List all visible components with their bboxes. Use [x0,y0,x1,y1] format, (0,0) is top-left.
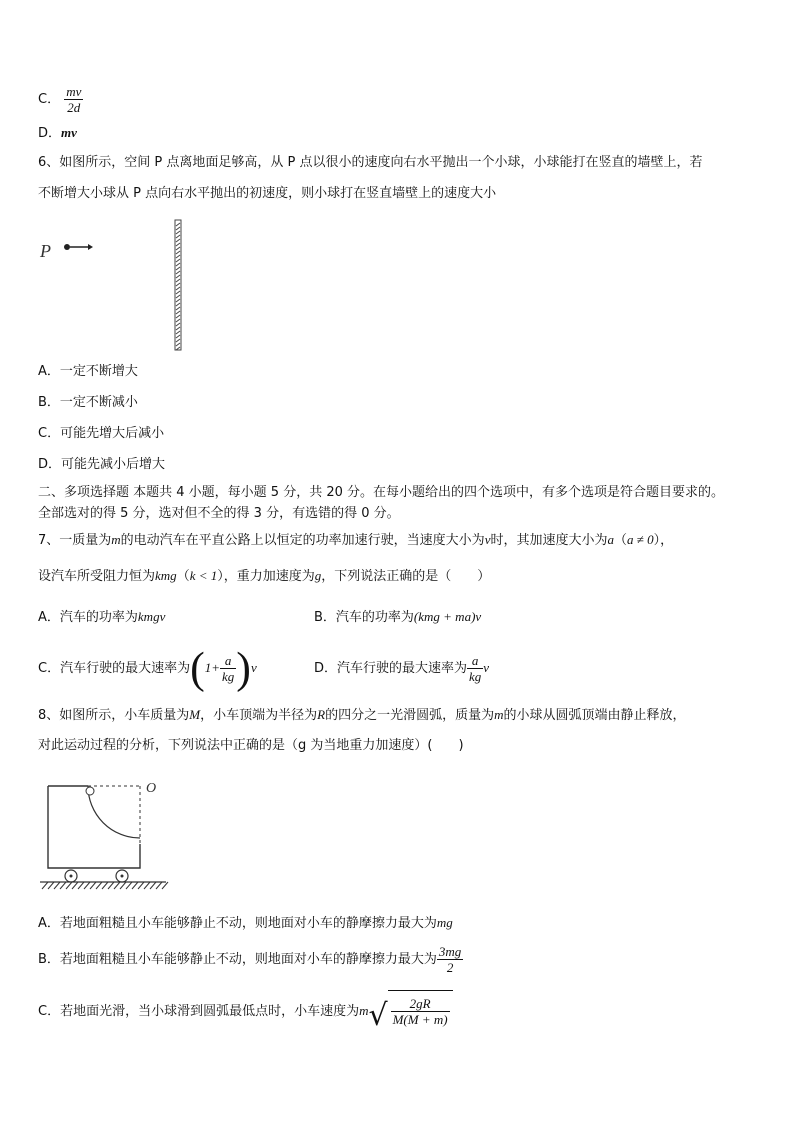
hatch-mark [138,882,144,889]
quarter-arc [88,786,140,838]
q7-option-c: C．汽车行驶的最大速率为(1+ $\frac{a}{kg}$ )v [38,643,257,693]
radical-icon: √ [368,998,388,1033]
point-o-label: O [146,781,157,796]
sqrt [368,990,452,1033]
wheel-hub-icon [121,875,124,878]
ground-hatching [42,882,168,889]
q8-option-a: A．若地面粗糙且小车能够静止不动，则地面对小车的静摩擦力最大为mg [38,915,453,931]
hatch-mark [42,882,48,889]
q6-option-b: B．一定不断减小 [38,395,138,410]
right-paren: ) [236,643,251,693]
q8-stem-line2: 对此运动过程的分析，下列说法中正确的是（g 为当地重力加速度）( ) [38,738,464,753]
q6-option-d: D．可能先减小后增大 [38,457,166,472]
hatch-mark [126,882,132,889]
hatch-mark [162,882,168,889]
q7-option-d: D．汽车行驶的最大速率为 $\frac{a}{kg}$ v [314,653,490,684]
hatch-mark [144,882,150,889]
q8-stem-line1: 8、如图所示，小车质量为M，小车顶端为半径为R的四分之一光滑圆弧，质量为m的小球从圆弧顶端由静止释放， [38,707,686,723]
cart-body [48,786,140,868]
hatch-mark [120,882,126,889]
hatch-mark [108,882,114,889]
point-p-label: P [40,241,51,261]
fraction: $\frac{mv}{2d}$ [66,84,82,115]
q8-option-c: C．若地面光滑，当小球滑到圆弧最低点时，小车速度为m √ $\frac{2gR}{M(M + m)}$ [38,990,453,1033]
fraction: $\frac{a}{kg}$ [222,653,235,684]
hatch-mark [48,882,54,889]
q7-stem-line1: 7、一质量为m的电动汽车在平直公路上以恒定的功率加速行驶，当速度大小为v时，其加速度大小为a（a ≠ 0）， [38,532,674,548]
hatch-mark [66,882,72,889]
q8-figure [38,776,173,891]
hatch-mark [90,882,96,889]
q8-option-b: B．若地面粗糙且小车能够静止不动，则地面对小车的静摩擦力最大为 $\frac{3mg}{2}$ [38,944,462,975]
hatch-mark [102,882,108,889]
ball-icon [64,244,70,250]
hatch-mark [72,882,78,889]
section2-line1: 二、多项选择题 本题共 4 小题，每小题 5 分，共 20 分。在每小题给出的四个选项中，有多个选项是符合题目要求的。 [38,485,725,500]
wheel-hub-icon [70,875,73,878]
q6-stem-line1: 6、如图所示，空间 P 点离地面足够高，从 P 点以很小的速度向右水平抛出一个小球，小球能打在竖直的墙壁上，若 [38,155,703,170]
arrow-head-icon [88,244,93,250]
hatch-mark [54,882,60,889]
hatch-mark [150,882,156,889]
hatch-mark [84,882,90,889]
q7-stem-line2: 设汽车所受阻力恒为kmg（k < 1），重力加速度为g，下列说法正确的是（ ） [38,568,491,584]
left-paren: ( [190,643,205,693]
hatch-mark [78,882,84,889]
q7-option-b: B．汽车的功率为(kmg + ma)v [314,609,482,625]
prev-option-d: D．mv [38,125,77,141]
hatch-mark [114,882,120,889]
fraction: $\frac{3mg}{2}$ [438,944,462,975]
q7-option-a: A．汽车的功率为kmgv [38,609,166,625]
q6-figure [38,215,198,355]
small-ball-icon [86,787,94,795]
q6-option-c: C．可能先增大后减小 [38,426,165,441]
prev-option-c: C． $\frac{mv}{2d}$ [38,84,82,115]
fraction: $\frac{a}{kg}$ [469,653,482,684]
hatch-mark [96,882,102,889]
q6-stem-line2: 不断增大小球从 P 点向右水平抛出的初速度，则小球打在竖直墙壁上的速度大小 [38,186,497,201]
hatch-mark [60,882,66,889]
hatch-mark [156,882,162,889]
section2-line2: 全部选对的得 5 分，选对但不全的得 3 分，有选错的得 0 分。 [38,506,400,521]
q6-option-a: A．一定不断增大 [38,364,138,379]
fraction: $\frac{2gR}{M(M + m)}$ [392,996,448,1027]
hatch-mark [132,882,138,889]
